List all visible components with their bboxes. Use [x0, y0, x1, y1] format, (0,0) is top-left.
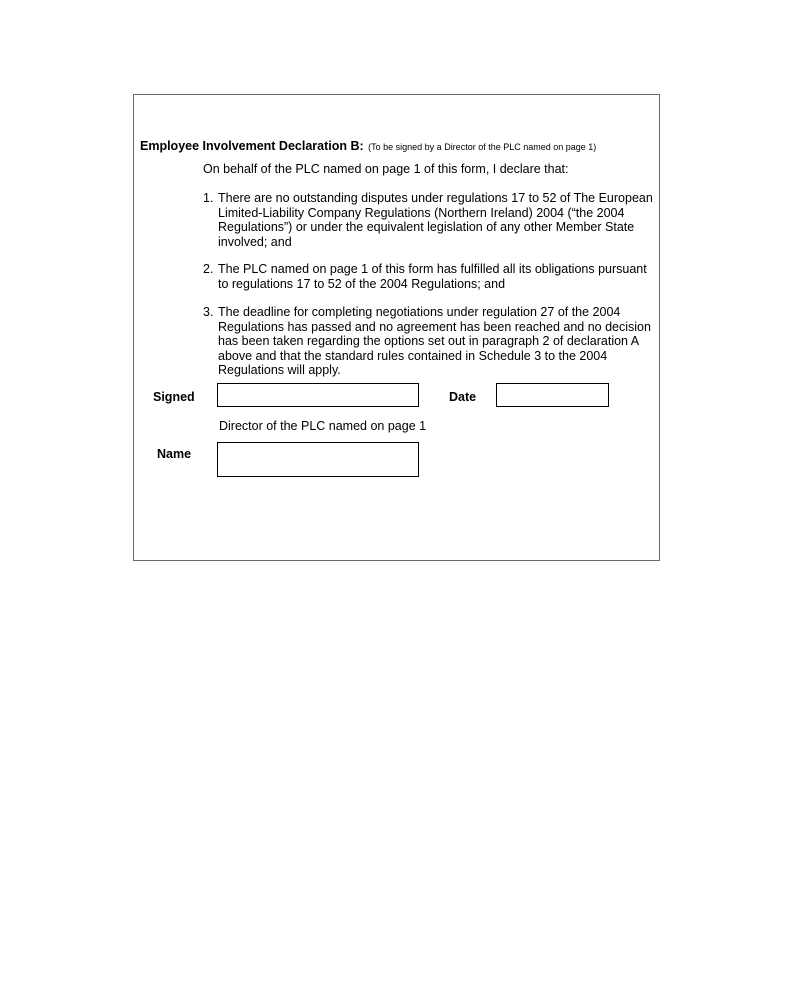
declaration-item-text: There are no outstanding disputes under regulations 17 to 52 of The European Limited-Liability Company Regulations (Northern Ireland) 2004 (“the 2004 Regulations”) or under the equivalent legislation of any other Member State involved; and	[218, 191, 653, 249]
date-label: Date	[449, 390, 477, 404]
signer-caption: Director of the PLC named on page 1	[219, 419, 427, 433]
declaration-item	[203, 262, 658, 291]
declaration-item-number: 2.	[203, 262, 214, 276]
signed-field[interactable]	[217, 383, 419, 407]
declaration-item-text: The deadline for completing negotiations under regulation 27 of the 2004 Regulations has passed and no agreement has been reached and no decision has been taken regarding the options set out in paragraph 2 of declaration A above and that the standard rules contained in Schedule 3 to the 2004 Regulations will apply.	[218, 305, 651, 377]
name-field[interactable]	[217, 442, 419, 477]
declaration-item-number: 3.	[203, 305, 214, 319]
signed-label: Signed	[153, 390, 195, 404]
declaration-item-text: The PLC named on page 1 of this form has fulfilled all its obligations pursuant to regulations 17 to 52 of the 2004 Regulations; and	[218, 262, 647, 291]
date-field[interactable]	[496, 383, 609, 407]
declaration-title: Employee Involvement Declaration B:	[140, 139, 364, 153]
declaration-heading	[140, 137, 596, 155]
declaration-item	[203, 305, 658, 378]
declaration-note: (To be signed by a Director of the PLC named on page 1)	[368, 142, 597, 152]
declaration-item-number: 1.	[203, 191, 214, 205]
name-label: Name	[157, 447, 192, 461]
declaration-item	[203, 191, 658, 249]
declaration-intro: On behalf of the PLC named on page 1 of this form, I declare that:	[203, 162, 569, 176]
